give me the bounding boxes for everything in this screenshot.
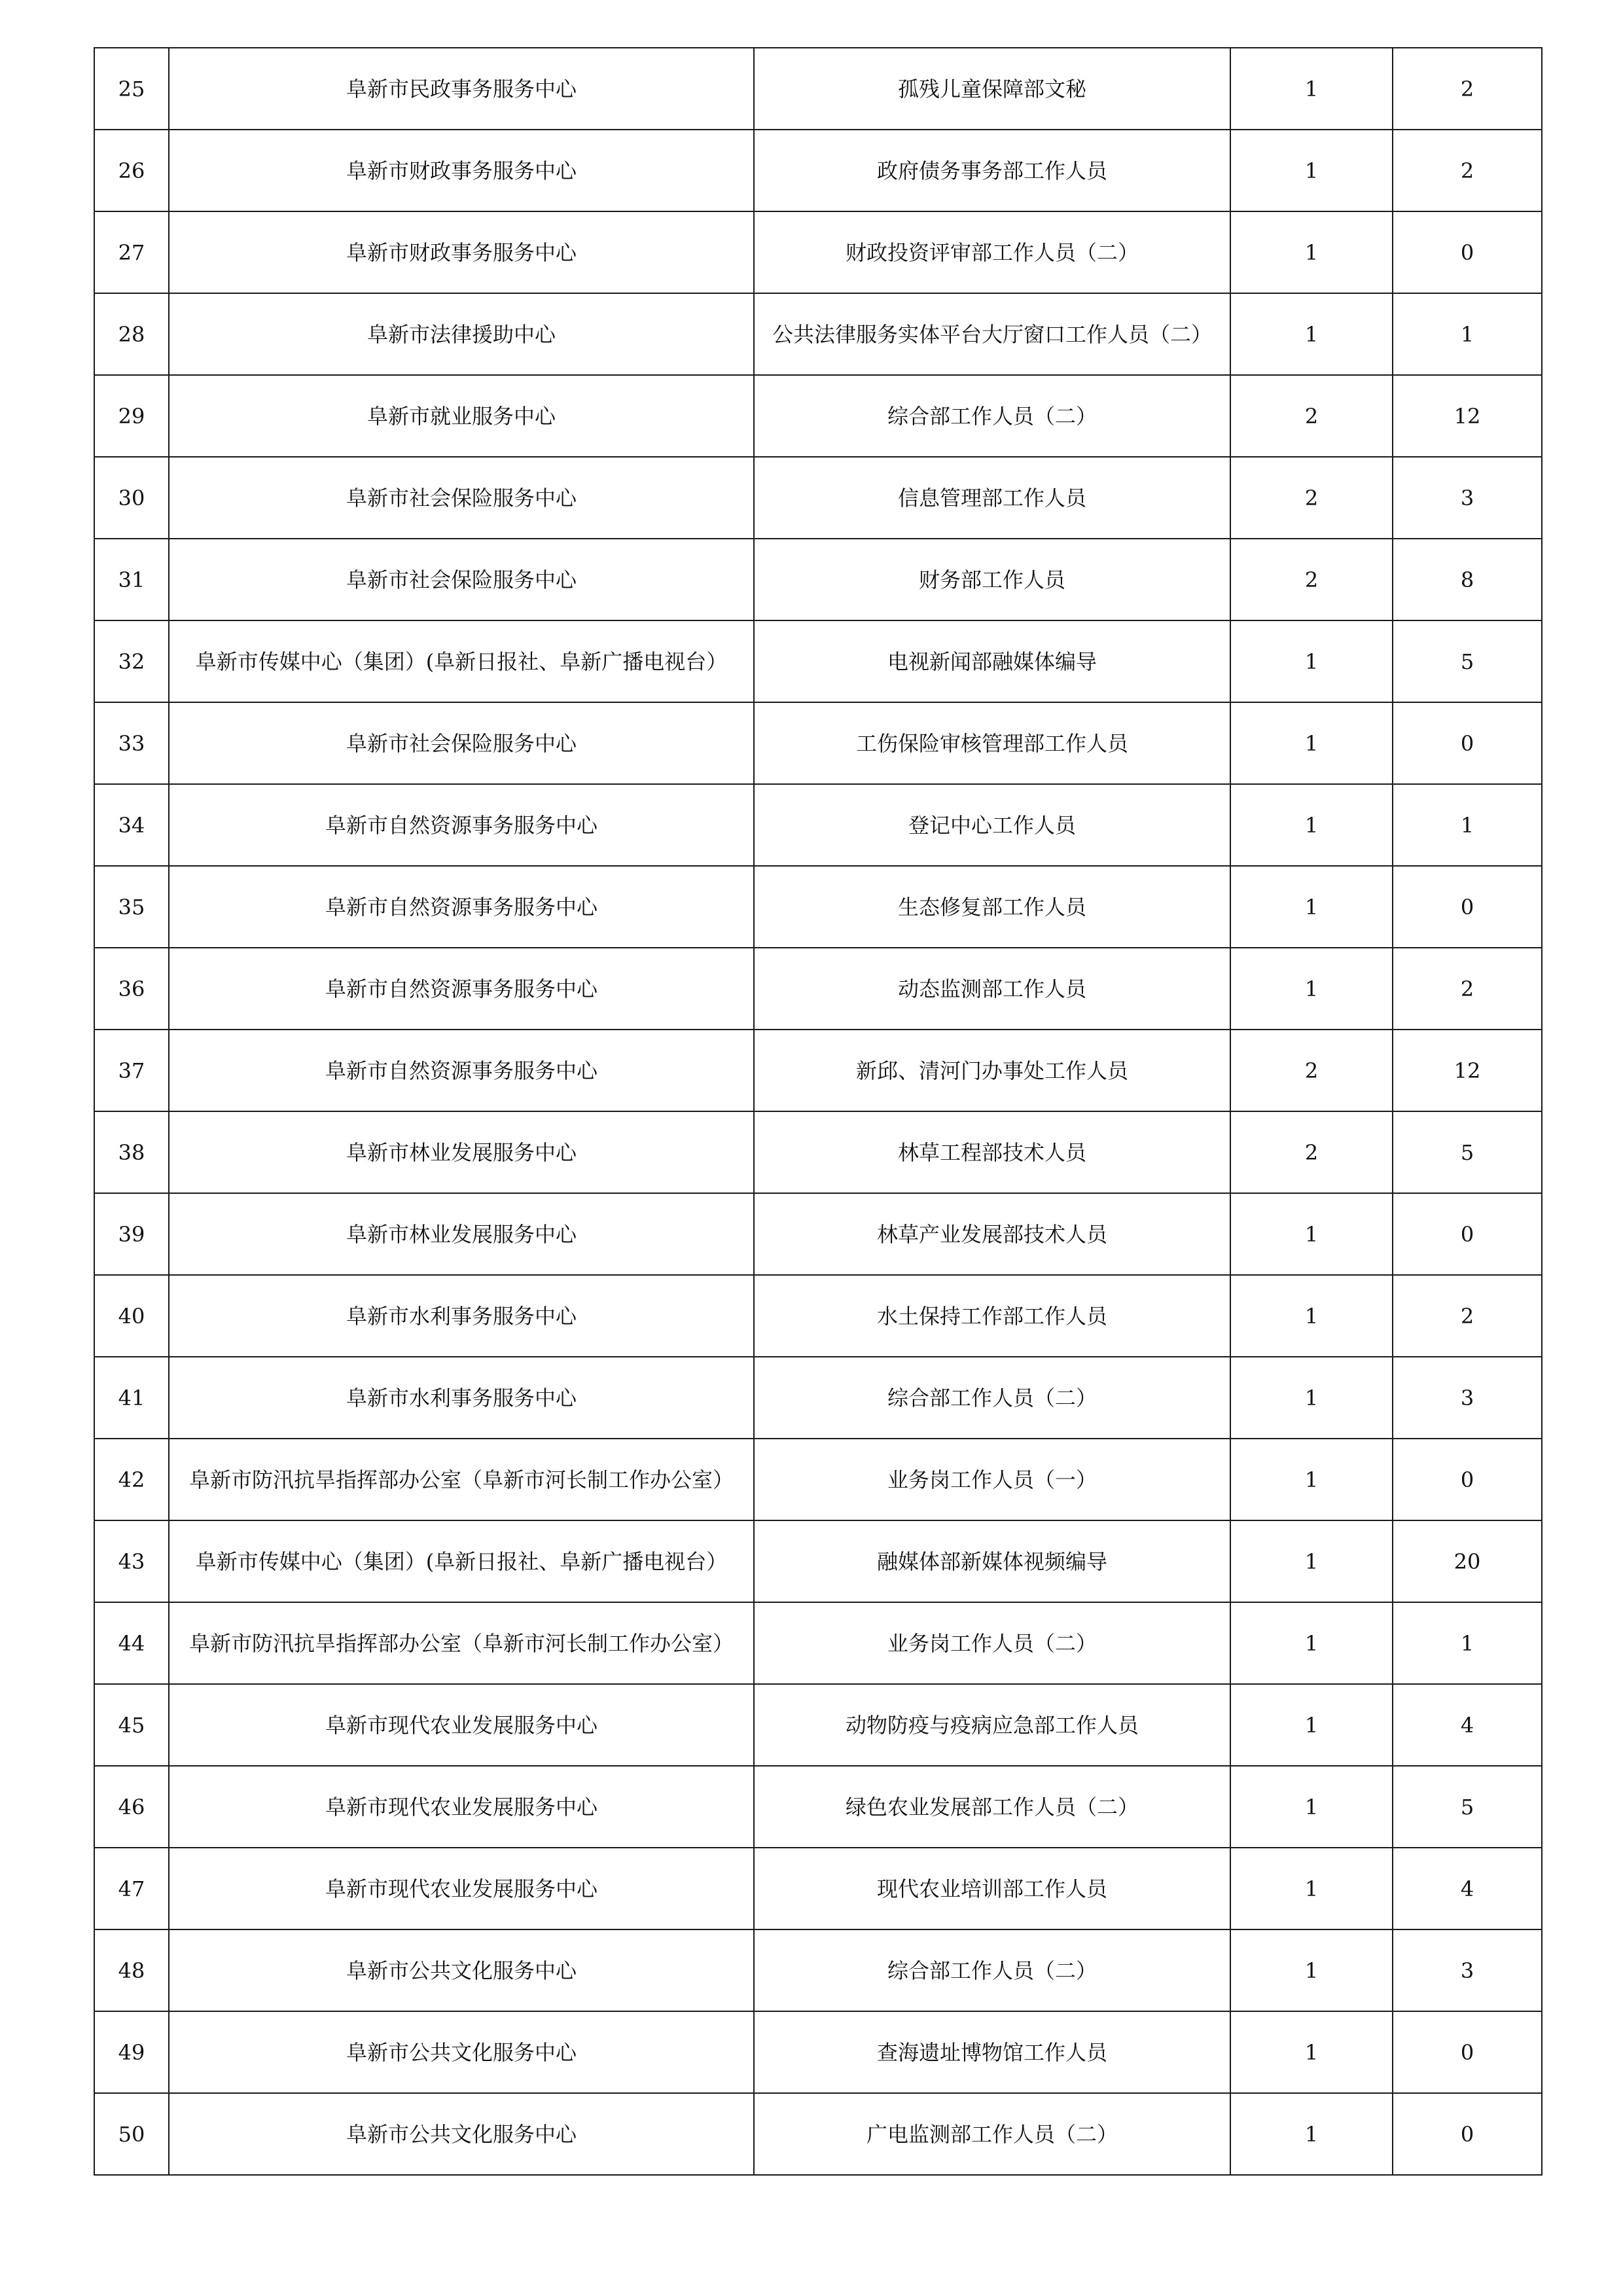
table-row [94, 2093, 1542, 2175]
row-number-cell: 39 [94, 1193, 169, 1275]
position-name-cell: 水土保持工作部工作人员 [754, 1275, 1230, 1357]
position-name-cell: 登记中心工作人员 [754, 784, 1230, 866]
table-row [94, 1848, 1542, 1929]
unit-name-cell: 阜新市公共文化服务中心 [169, 2093, 754, 2175]
planned-count-cell: 2 [1230, 1111, 1393, 1193]
planned-count-cell: 2 [1230, 539, 1393, 620]
position-name-cell: 综合部工作人员（二） [754, 1929, 1230, 2011]
planned-count-cell: 1 [1230, 1848, 1393, 1929]
applicant-count-cell: 1 [1393, 1602, 1542, 1684]
unit-name-cell: 阜新市水利事务服务中心 [169, 1357, 754, 1439]
applicant-count-cell: 5 [1393, 1111, 1542, 1193]
applicant-count-cell: 0 [1393, 1439, 1542, 1520]
planned-count-cell: 1 [1230, 784, 1393, 866]
planned-count-cell: 2 [1230, 457, 1393, 539]
position-name-cell: 财政投资评审部工作人员（二） [754, 211, 1230, 293]
table-row [94, 1602, 1542, 1684]
row-number-cell: 41 [94, 1357, 169, 1439]
applicant-count-cell: 5 [1393, 620, 1542, 702]
planned-count-cell: 1 [1230, 1193, 1393, 1275]
applicant-count-cell: 2 [1393, 948, 1542, 1030]
unit-name-cell: 阜新市就业服务中心 [169, 375, 754, 457]
row-number-cell: 33 [94, 702, 169, 784]
planned-count-cell: 1 [1230, 1602, 1393, 1684]
table-row [94, 866, 1542, 948]
position-name-cell: 孤残儿童保障部文秘 [754, 48, 1230, 130]
applicant-count-cell: 3 [1393, 457, 1542, 539]
table-row [94, 702, 1542, 784]
table-row [94, 539, 1542, 620]
position-name-cell: 综合部工作人员（二） [754, 1357, 1230, 1439]
applicant-count-cell: 0 [1393, 211, 1542, 293]
planned-count-cell: 1 [1230, 48, 1393, 130]
position-name-cell: 广电监测部工作人员（二） [754, 2093, 1230, 2175]
position-name-cell: 综合部工作人员（二） [754, 375, 1230, 457]
planned-count-cell: 1 [1230, 948, 1393, 1030]
applicant-count-cell: 1 [1393, 293, 1542, 375]
table-row [94, 457, 1542, 539]
unit-name-cell: 阜新市公共文化服务中心 [169, 1929, 754, 2011]
planned-count-cell: 1 [1230, 2093, 1393, 2175]
row-number-cell: 27 [94, 211, 169, 293]
unit-name-cell: 阜新市水利事务服务中心 [169, 1275, 754, 1357]
row-number-cell: 45 [94, 1684, 169, 1766]
position-name-cell: 工伤保险审核管理部工作人员 [754, 702, 1230, 784]
unit-name-cell: 阜新市现代农业发展服务中心 [169, 1684, 754, 1766]
position-name-cell: 电视新闻部融媒体编导 [754, 620, 1230, 702]
row-number-cell: 44 [94, 1602, 169, 1684]
planned-count-cell: 1 [1230, 1439, 1393, 1520]
row-number-cell: 37 [94, 1030, 169, 1111]
position-name-cell: 信息管理部工作人员 [754, 457, 1230, 539]
planned-count-cell: 1 [1230, 1275, 1393, 1357]
table-row [94, 375, 1542, 457]
row-number-cell: 34 [94, 784, 169, 866]
applicant-count-cell: 12 [1393, 1030, 1542, 1111]
table-row [94, 1030, 1542, 1111]
position-name-cell: 公共法律服务实体平台大厅窗口工作人员（二） [754, 293, 1230, 375]
applicant-count-cell: 3 [1393, 1357, 1542, 1439]
planned-count-cell: 2 [1230, 375, 1393, 457]
unit-name-cell: 阜新市林业发展服务中心 [169, 1193, 754, 1275]
unit-name-cell: 阜新市自然资源事务服务中心 [169, 784, 754, 866]
table-row [94, 1684, 1542, 1766]
position-name-cell: 动态监测部工作人员 [754, 948, 1230, 1030]
planned-count-cell: 1 [1230, 1929, 1393, 2011]
unit-name-cell: 阜新市现代农业发展服务中心 [169, 1766, 754, 1848]
applicant-count-cell: 12 [1393, 375, 1542, 457]
applicant-count-cell: 0 [1393, 1193, 1542, 1275]
planned-count-cell: 2 [1230, 1030, 1393, 1111]
unit-name-cell: 阜新市社会保险服务中心 [169, 539, 754, 620]
table-row [94, 1275, 1542, 1357]
unit-name-cell: 阜新市林业发展服务中心 [169, 1111, 754, 1193]
table-row [94, 948, 1542, 1030]
planned-count-cell: 1 [1230, 2011, 1393, 2093]
unit-name-cell: 阜新市防汛抗旱指挥部办公室（阜新市河长制工作办公室） [169, 1602, 754, 1684]
planned-count-cell: 1 [1230, 620, 1393, 702]
unit-name-cell: 阜新市传媒中心（集团）(阜新日报社、阜新广播电视台） [169, 1520, 754, 1602]
row-number-cell: 42 [94, 1439, 169, 1520]
applicant-count-cell: 2 [1393, 48, 1542, 130]
planned-count-cell: 1 [1230, 130, 1393, 211]
applicant-count-cell: 0 [1393, 2093, 1542, 2175]
unit-name-cell: 阜新市社会保险服务中心 [169, 457, 754, 539]
row-number-cell: 28 [94, 293, 169, 375]
row-number-cell: 35 [94, 866, 169, 948]
position-name-cell: 业务岗工作人员（一） [754, 1439, 1230, 1520]
recruitment-table [94, 47, 1543, 2176]
row-number-cell: 40 [94, 1275, 169, 1357]
table-row [94, 1766, 1542, 1848]
applicant-count-cell: 4 [1393, 1848, 1542, 1929]
unit-name-cell: 阜新市防汛抗旱指挥部办公室（阜新市河长制工作办公室） [169, 1439, 754, 1520]
table-row [94, 130, 1542, 211]
planned-count-cell: 1 [1230, 211, 1393, 293]
table-row [94, 1929, 1542, 2011]
unit-name-cell: 阜新市自然资源事务服务中心 [169, 1030, 754, 1111]
position-name-cell: 融媒体部新媒体视频编导 [754, 1520, 1230, 1602]
row-number-cell: 31 [94, 539, 169, 620]
table-row [94, 211, 1542, 293]
table-row [94, 1357, 1542, 1439]
row-number-cell: 26 [94, 130, 169, 211]
applicant-count-cell: 8 [1393, 539, 1542, 620]
row-number-cell: 25 [94, 48, 169, 130]
applicant-count-cell: 5 [1393, 1766, 1542, 1848]
position-name-cell: 林草产业发展部技术人员 [754, 1193, 1230, 1275]
unit-name-cell: 阜新市财政事务服务中心 [169, 130, 754, 211]
planned-count-cell: 1 [1230, 702, 1393, 784]
applicant-count-cell: 2 [1393, 130, 1542, 211]
applicant-count-cell: 2 [1393, 1275, 1542, 1357]
unit-name-cell: 阜新市现代农业发展服务中心 [169, 1848, 754, 1929]
position-name-cell: 新邱、清河门办事处工作人员 [754, 1030, 1230, 1111]
row-number-cell: 49 [94, 2011, 169, 2093]
row-number-cell: 30 [94, 457, 169, 539]
position-name-cell: 查海遗址博物馆工作人员 [754, 2011, 1230, 2093]
table-row [94, 2011, 1542, 2093]
row-number-cell: 29 [94, 375, 169, 457]
position-name-cell: 财务部工作人员 [754, 539, 1230, 620]
applicant-count-cell: 0 [1393, 866, 1542, 948]
unit-name-cell: 阜新市自然资源事务服务中心 [169, 948, 754, 1030]
planned-count-cell: 1 [1230, 1766, 1393, 1848]
position-name-cell: 业务岗工作人员（二） [754, 1602, 1230, 1684]
unit-name-cell: 阜新市民政事务服务中心 [169, 48, 754, 130]
applicant-count-cell: 3 [1393, 1929, 1542, 2011]
applicant-count-cell: 0 [1393, 702, 1542, 784]
row-number-cell: 48 [94, 1929, 169, 2011]
table-row [94, 784, 1542, 866]
position-name-cell: 政府债务事务部工作人员 [754, 130, 1230, 211]
position-name-cell: 动物防疫与疫病应急部工作人员 [754, 1684, 1230, 1766]
position-name-cell: 现代农业培训部工作人员 [754, 1848, 1230, 1929]
unit-name-cell: 阜新市自然资源事务服务中心 [169, 866, 754, 948]
planned-count-cell: 1 [1230, 1357, 1393, 1439]
unit-name-cell: 阜新市公共文化服务中心 [169, 2011, 754, 2093]
row-number-cell: 43 [94, 1520, 169, 1602]
table-row [94, 1439, 1542, 1520]
table-row [94, 48, 1542, 130]
unit-name-cell: 阜新市传媒中心（集团）(阜新日报社、阜新广播电视台） [169, 620, 754, 702]
planned-count-cell: 1 [1230, 866, 1393, 948]
row-number-cell: 50 [94, 2093, 169, 2175]
planned-count-cell: 1 [1230, 1684, 1393, 1766]
planned-count-cell: 1 [1230, 293, 1393, 375]
table-row [94, 1520, 1542, 1602]
row-number-cell: 46 [94, 1766, 169, 1848]
row-number-cell: 38 [94, 1111, 169, 1193]
position-name-cell: 生态修复部工作人员 [754, 866, 1230, 948]
row-number-cell: 36 [94, 948, 169, 1030]
table-row [94, 1193, 1542, 1275]
applicant-count-cell: 0 [1393, 2011, 1542, 2093]
table-row [94, 1111, 1542, 1193]
unit-name-cell: 阜新市法律援助中心 [169, 293, 754, 375]
table-row [94, 293, 1542, 375]
unit-name-cell: 阜新市社会保险服务中心 [169, 702, 754, 784]
table-row [94, 620, 1542, 702]
table-body [94, 48, 1542, 2175]
position-name-cell: 绿色农业发展部工作人员（二） [754, 1766, 1230, 1848]
row-number-cell: 47 [94, 1848, 169, 1929]
row-number-cell: 32 [94, 620, 169, 702]
applicant-count-cell: 1 [1393, 784, 1542, 866]
unit-name-cell: 阜新市财政事务服务中心 [169, 211, 754, 293]
planned-count-cell: 1 [1230, 1520, 1393, 1602]
applicant-count-cell: 20 [1393, 1520, 1542, 1602]
applicant-count-cell: 4 [1393, 1684, 1542, 1766]
position-name-cell: 林草工程部技术人员 [754, 1111, 1230, 1193]
